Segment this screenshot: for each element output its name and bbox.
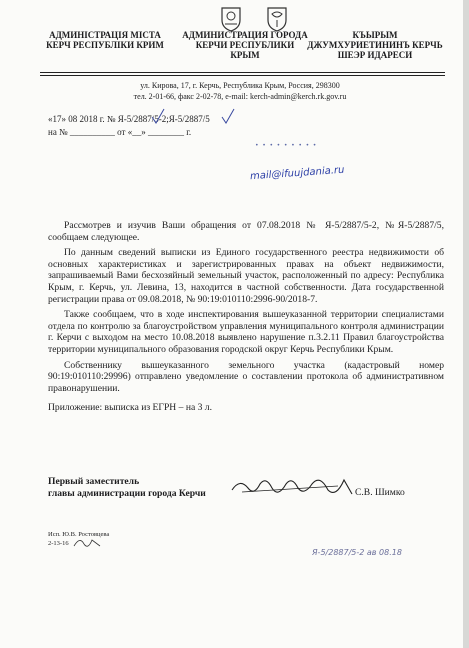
letterhead bbox=[40, 22, 445, 70]
signatory-title-line: главы администрации города Керчи bbox=[48, 488, 206, 499]
signatory-title bbox=[48, 476, 206, 500]
header-rule-thin bbox=[40, 75, 445, 76]
header-russian: АДМИНИСТРАЦИЯ ГОРОДА КЕРЧИ РЕСПУБЛИКИ КРЫМ bbox=[182, 30, 308, 60]
address-line: ул. Кирова, 17, г. Керчь, Республика Крым, Россия, 298300 bbox=[140, 81, 340, 90]
incoming-stamp: • • • • • • • • • bbox=[255, 142, 317, 149]
crimea-coat-of-arms-icon bbox=[266, 6, 288, 32]
header-rule bbox=[40, 72, 445, 73]
outgoing-number: «17» 08 2018 г. № Я-5/2887/5-2;Я-5/2887/5 bbox=[48, 114, 210, 124]
signatory-title-line: Первый заместитель bbox=[48, 476, 140, 487]
paragraph: Также сообщаем, что в ходе инспектирования вышеуказанной территории специалистами отдела по контролю за благоустройством управления муниципального контроля администрации г. Керчи с выходом на место 10.08.2018 выявлено нарушение п.3.2.11 Правил благоустройства территории муниципального образования городской округ Керчь Республики Крым. bbox=[48, 309, 444, 355]
reference-number: на № __________ от «__» ________ г. bbox=[48, 127, 192, 137]
handwritten-checkmarks-icon bbox=[150, 107, 240, 127]
paragraph: Рассмотрев и изучив Ваши обращения от 07.08.2018 № Я-5/2887/5-2, №Я-5/2887/5, сообщаем следующее. bbox=[48, 220, 444, 243]
appendix-line: Приложение: выписка из ЕГРН – на 3 л. bbox=[48, 402, 212, 414]
signatory-name: С.В. Шимко bbox=[355, 487, 405, 498]
letter-body bbox=[48, 220, 444, 418]
paragraph: Собственнику вышеуказанного земельного участка (кадастровый номер 90:19:010110:29996) отправлено уведомление о составлении протокола об административном правонарушении. bbox=[48, 359, 444, 394]
paragraph: По данным сведений выписки из Единого государственного реестра недвижимости об основных характеристиках и зарегистрированных правах на объект недвижимости, запрашиваемый Вами бесхозяйный земельный участок, расположенный по адресу: Республика Крым, г. Керчь, ул. Левина, 13, находится в частной собственности. Дата государственной регистрации права от 09.08.2018, № 90:19:010110:2996-90/2018-7. bbox=[48, 247, 444, 305]
handwritten-signature-icon bbox=[228, 472, 358, 502]
executor-name: Исп. Ю.В. Ростовцева bbox=[48, 531, 110, 538]
contacts-line: тел. 2-01-66, факс 2-02-78, e-mail: kerch-admin@kerch.rk.gov.ru bbox=[133, 92, 347, 101]
executor-initials-icon bbox=[72, 536, 102, 550]
page-edge bbox=[463, 0, 469, 648]
handwritten-email: mail@ifuujdania.ru bbox=[249, 164, 345, 183]
handwritten-registration-note: Я-5/2887/5-2 ав 08.18 bbox=[312, 548, 402, 557]
header-crimean-tatar: КЪЫРЫМ ДЖУМХУРИЕТИНИНЪ КЕРЧЬ ШЕЭР ИДАРЕСИ bbox=[307, 30, 443, 60]
header-ukrainian: АДМИНІСТРАЦІЯ МІСТА КЕРЧ РЕСПУБЛІКИ КРИМ bbox=[46, 30, 164, 50]
address-block bbox=[70, 80, 410, 102]
kerch-coat-of-arms-icon bbox=[220, 6, 242, 32]
executor-phone: 2-13-16 bbox=[48, 540, 69, 547]
